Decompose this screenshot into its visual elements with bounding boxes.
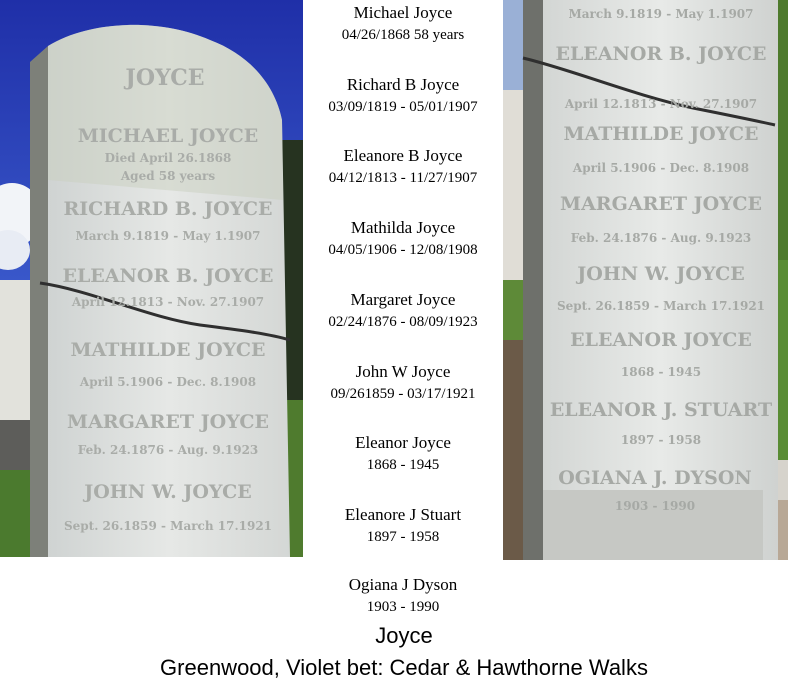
entry-dates: 04/05/1906 - 12/08/1908	[328, 242, 478, 258]
entry-name: Margaret Joyce	[350, 290, 456, 309]
entry-name: Ogiana J Dyson	[348, 575, 458, 594]
stone-right-line: ELEANOR JOYCE	[570, 329, 752, 351]
entry-dates: 1897 - 1958	[366, 529, 440, 545]
entry-dates: 04/12/1813 - 11/27/1907	[328, 170, 478, 186]
stone-left-line: MATHILDE JOYCE	[70, 339, 266, 361]
cemetery-location: Greenwood, Violet bet: Cedar & Hawthorne Walks	[160, 655, 648, 680]
entry-dates: 1903 - 1990	[366, 599, 440, 615]
headstone-photo-right	[503, 0, 788, 560]
stone-left-line: Sept. 26.1859 - March 17.1921	[63, 519, 273, 533]
list-item	[303, 74, 503, 118]
stone-left-line: RICHARD B. JOYCE	[63, 198, 273, 220]
stone-right-line: 1903 - 1990	[614, 499, 696, 513]
entry-dates: 03/09/1819 - 05/01/1907	[328, 99, 478, 115]
stone-left-line: April 12.1813 - Nov. 27.1907	[71, 295, 265, 309]
list-item	[303, 574, 503, 618]
stone-right-line: 1897 - 1958	[620, 433, 702, 447]
stone-left-line: ELEANOR B. JOYCE	[62, 265, 274, 287]
stone-left-line: Aged 58 years	[120, 169, 216, 183]
stone-right-line: April 12.1813 - Nov. 27.1907	[564, 97, 758, 111]
entry-dates: 09/261859 - 03/17/1921	[330, 386, 476, 402]
stone-left-line: Feb. 24.1876 - Aug. 9.1923	[77, 443, 259, 457]
entry-dates: 02/24/1876 - 08/09/1923	[328, 314, 478, 330]
entry-name: Eleanor Joyce	[355, 433, 451, 452]
list-item	[303, 289, 503, 333]
stone-left-line: Died April 26.1868	[104, 151, 232, 165]
stone-right-line: ELEANOR B. JOYCE	[555, 43, 767, 65]
stone-left-line: JOHN W. JOYCE	[84, 481, 252, 503]
list-item	[303, 145, 503, 189]
headstone-left-image	[0, 0, 303, 557]
stone-left-line: April 5.1906 - Dec. 8.1908	[79, 375, 257, 389]
stone-right-line: JOHN W. JOYCE	[577, 263, 745, 285]
stone-right-line: 1868 - 1945	[620, 365, 702, 379]
list-item	[303, 504, 503, 548]
entry-name: Richard B Joyce	[346, 75, 460, 94]
family-name-title: Joyce	[375, 623, 433, 648]
stone-left-header: JOYCE	[125, 65, 205, 91]
entry-name: Eleanore J Stuart	[344, 505, 462, 524]
stone-left-line: MARGARET JOYCE	[67, 411, 269, 433]
entry-name: Michael Joyce	[353, 3, 453, 22]
stone-left-line: MICHAEL JOYCE	[77, 125, 259, 147]
list-item	[303, 432, 503, 476]
entry-name: Eleanore B Joyce	[343, 146, 463, 165]
stone-right-line: March 9.1819 - May 1.1907	[568, 7, 754, 21]
list-item	[303, 217, 503, 261]
stone-right-line: MARGARET JOYCE	[560, 193, 762, 215]
entry-name: John W Joyce	[355, 362, 451, 381]
list-item	[303, 361, 503, 405]
stone-right-line: April 5.1906 - Dec. 8.1908	[572, 161, 750, 175]
entry-dates: 04/26/1868 58 years	[341, 27, 465, 43]
stone-left-line: March 9.1819 - May 1.1907	[75, 229, 261, 243]
stone-right-line: Sept. 26.1859 - March 17.1921	[556, 299, 766, 313]
stone-right-line: ELEANOR J. STUART	[549, 399, 773, 421]
entry-dates: 1868 - 1945	[366, 457, 440, 473]
stone-right-line: Feb. 24.1876 - Aug. 9.1923	[570, 231, 752, 245]
headstone-right-image	[503, 0, 788, 560]
entry-name: Mathilda Joyce	[350, 218, 456, 237]
headstone-photo-left	[0, 0, 303, 557]
stone-right-line: OGIANA J. DYSON	[558, 467, 752, 489]
stone-right-line: MATHILDE JOYCE	[563, 123, 759, 145]
list-item	[303, 2, 503, 46]
